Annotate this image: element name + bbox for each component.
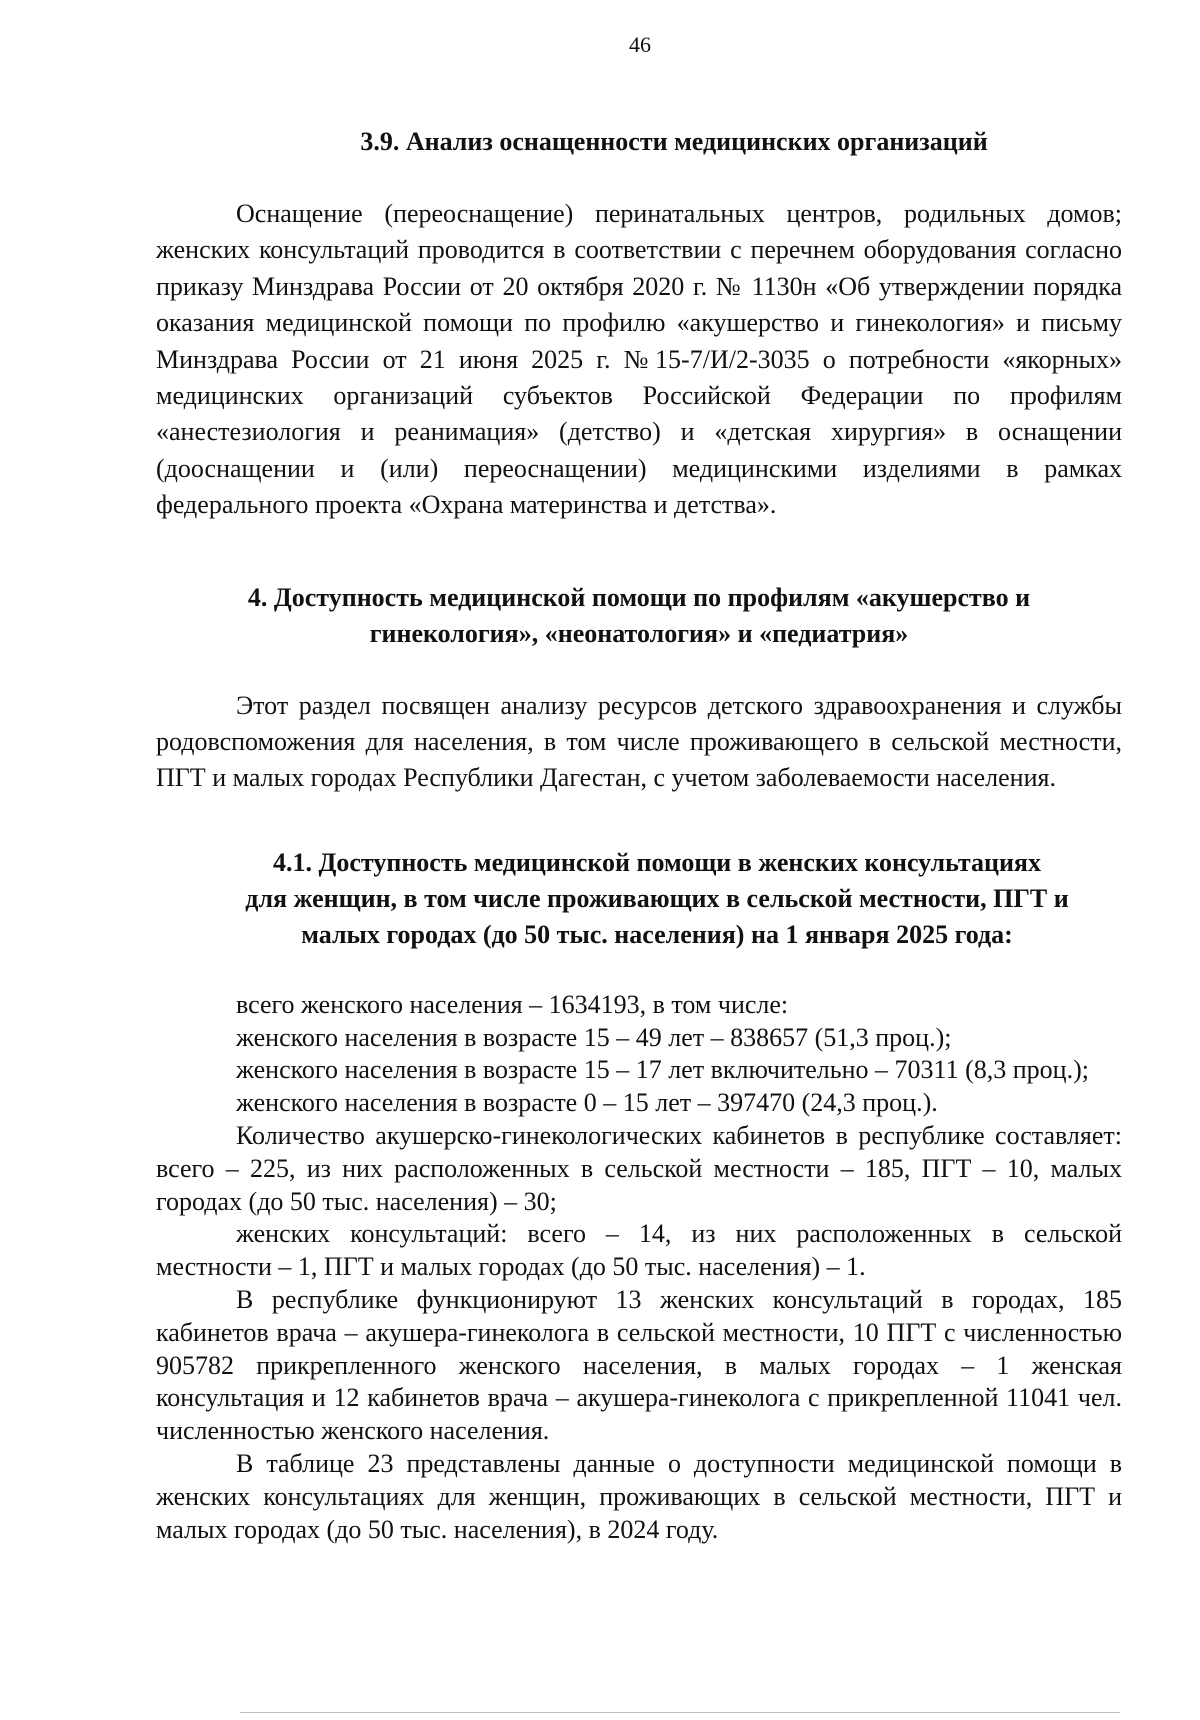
bottom-scan-line (240, 1712, 1120, 1713)
document-body (156, 120, 1122, 1546)
section-3-9-heading: 3.9. Анализ оснащенности медицинских организаций (360, 127, 988, 156)
page-number: 46 (629, 32, 651, 57)
section-4-1-heading (156, 845, 1122, 953)
stat-female-0-15: женского населения в возрасте 0 – 15 лет – 397470 (24,3 проц.). (236, 1088, 938, 1118)
stat-female-15-17: женского населения в возрасте 15 – 17 лет включительно – 70311 (8,3 проц.); (236, 1055, 1089, 1085)
stat-female-15-49: женского населения в возрасте 15 – 49 лет – 838657 (51,3 проц.); (236, 1022, 952, 1052)
section-4-1-heading-line-3: малых городах (до 50 тыс. населения) на 1 января 2025 года: (301, 919, 1013, 949)
section-4-heading-line-1: 4. Доступность медицинской помощи по профилям «акушерство и (247, 582, 1031, 612)
section-4-heading (156, 580, 1122, 652)
section-4-1-heading-line-2: для женщин, в том числе проживающих в сельской местности, ПГТ и (245, 883, 1069, 913)
stat-total-female-population: всего женского населения – 1634193, в том числе: (236, 989, 789, 1019)
section-4-paragraph: Этот раздел посвящен анализу ресурсов детского здравоохранения и службы родовспоможения для населения, в том числе проживающего в сельской местности, ПГТ и малых городах Республики Дагестан, с учетом заболеваемости населения. (156, 690, 1122, 793)
section-4-1-body (156, 989, 1122, 1547)
stat-womens-consultations: женских консультаций: всего – 14, из них расположенных в сельской местности – 1, ПГТ и малых городах (до 50 тыс. населения) – 1. (156, 1219, 1122, 1282)
table-23-reference-paragraph: В таблице 23 представлены данные о доступности медицинской помощи в женских консультациях для женщин, проживающих в сельской местности, ПГТ и малых городах (до 50 тыс. населения), в 2024 году. (156, 1449, 1122, 1544)
section-4-1-heading-line-1: 4.1. Доступность медицинской помощи в женских консультациях (272, 847, 1041, 877)
stat-obgyn-offices: Количество акушерско-гинекологических кабинетов в республике составляет: всего – 225, из них расположенных в сельской местности – 185, ПГТ – 10, малых городах (до 50 тыс. населения) – 30; (156, 1121, 1122, 1216)
republic-functioning-paragraph: В республике функционируют 13 женских консультаций в городах, 185 кабинетов врача – акушера-гинеколога в сельской местности, 10 ПГТ с численностью 905782 прикрепленного женского населения, в малых городах – 1 женская консультация и 12 кабинетов врача – акушера-гинеколога с прикрепленной 11041 чел. численностью женского населения. (156, 1285, 1122, 1446)
section-4-heading-line-2: гинекология», «неонатология» и «педиатрия» (369, 618, 909, 648)
section-3-9-paragraph: Оснащение (переоснащение) перинатальных центров, родильных домов; женских консультаций проводится в соответствии с перечнем оборудования согласно приказу Минздрава России от 20 октября 2020 г. № 1130н «Об утверждении порядка оказания медицинской помощи по профилю «акушерство и гинекология» и письму Минздрава России от 21 июня 2025 г. №15-7/И/2-3035 о потребности «якорных» медицинских организаций субъектов Российской Федерации по профилям «анестезиология и реанимация» (детство) и «детская хирургия» в оснащении (дооснащении и (или) переоснащении) медицинскими изделиями в рамках федерального проекта «Охрана материнства и детства». (156, 199, 1122, 520)
